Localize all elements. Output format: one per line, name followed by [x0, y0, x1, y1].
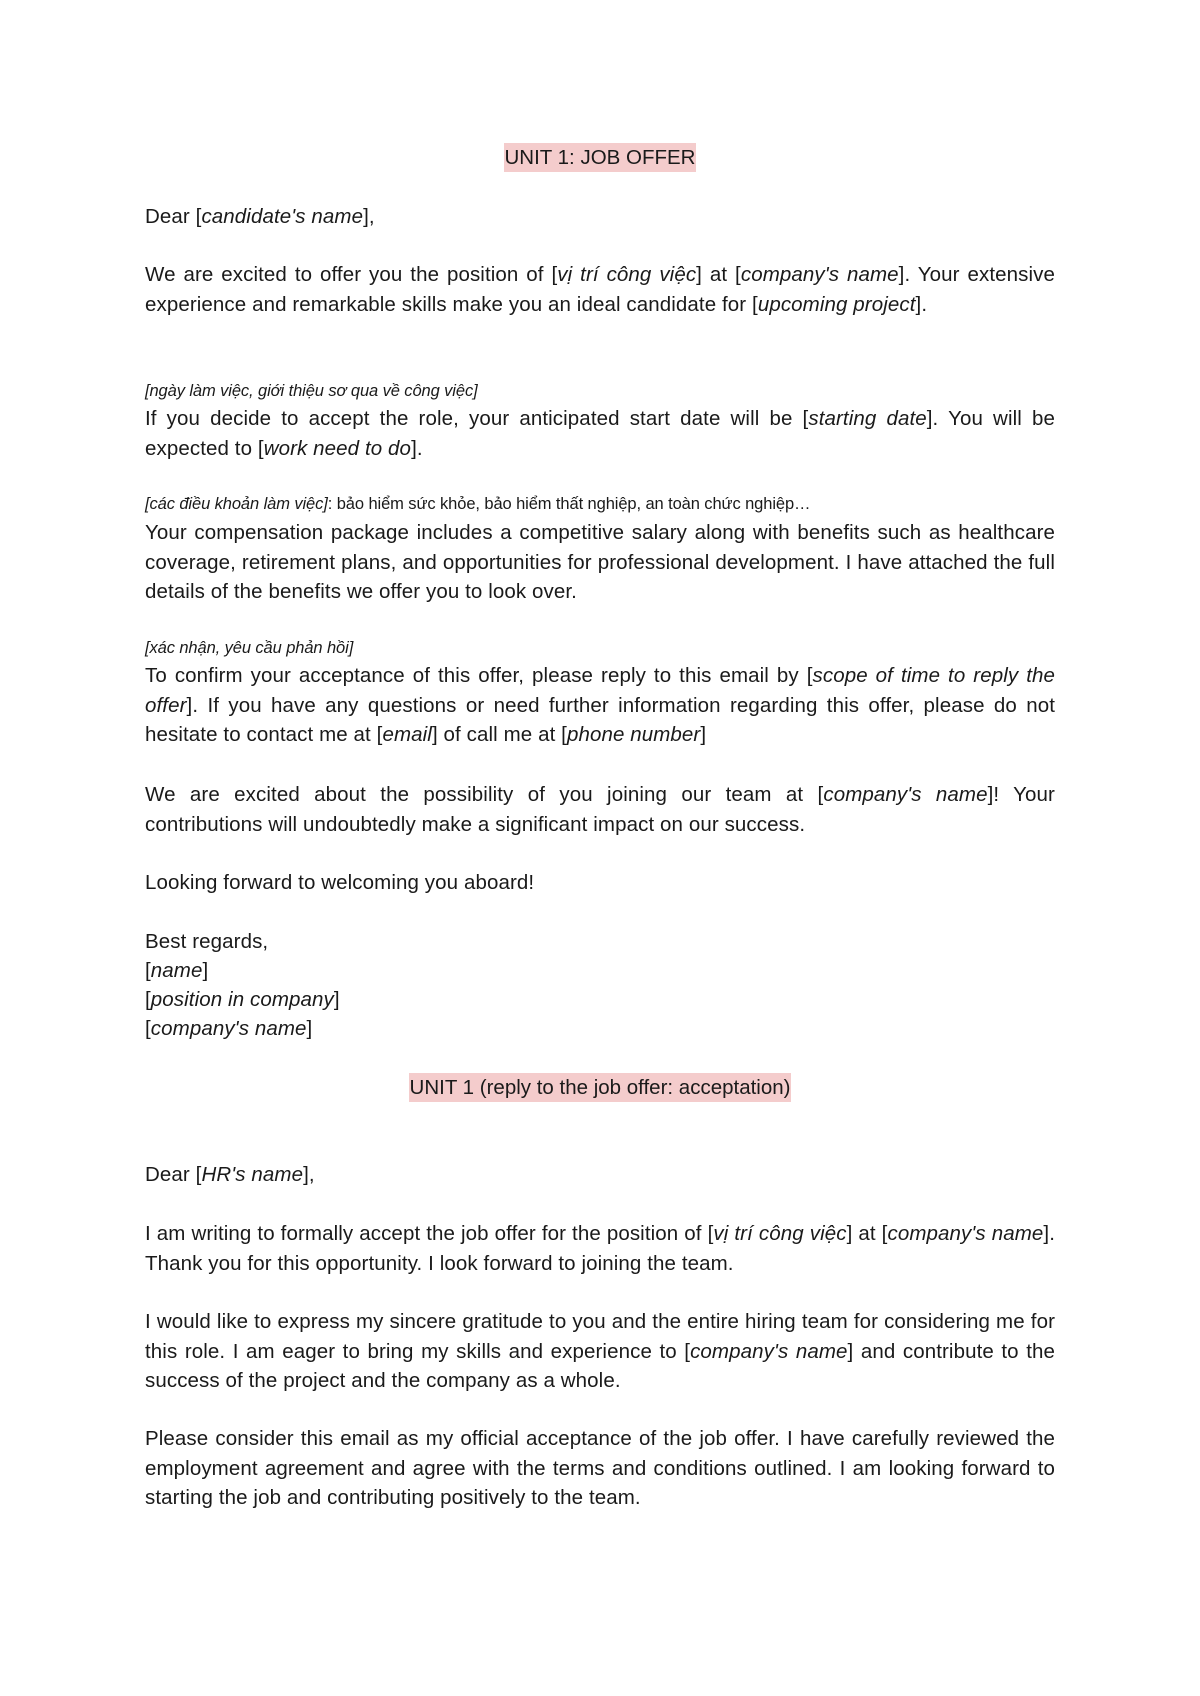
- greeting-prefix: Dear [: [145, 205, 202, 228]
- signature-company: [company's name]: [145, 1017, 313, 1040]
- reply-scope-placeholder: scope of time to reply the offer: [145, 664, 1055, 717]
- offer-confirm-paragraph: To confirm your acceptance of this offer, please reply to this email by [scope of time to reply the offer]. If you have any questions or need further information regarding this offer, please do not hesitate to contact me at [email] of call me at [phone number]: [145, 664, 1055, 746]
- offer-title-wrap: [0, 143, 1200, 172]
- work-placeholder: work need to do: [263, 436, 412, 460]
- reply-accept-paragraph: I am writing to formally accept the job offer for the position of [vị trí công việc] at [company's name]. Thank you for this opportunity. I look forward to joining the team.: [145, 1222, 1055, 1275]
- reply-greeting: Dear [HR's name],: [145, 1163, 315, 1186]
- position-placeholder: vị trí công việc: [557, 263, 697, 286]
- reply-gratitude-paragraph: I would like to express my sincere gratitude to you and the entire hiring team for considering me for this role. I am eager to bring my skills and experience to [company's name] and contribute to the success of the project and the company as a whole.: [145, 1310, 1055, 1392]
- company-placeholder: company's name: [887, 1222, 1044, 1245]
- phone-placeholder: phone number: [566, 723, 701, 746]
- project-placeholder: upcoming project: [757, 292, 916, 316]
- start-date-placeholder: starting date: [808, 407, 927, 430]
- offer-excited-paragraph: We are excited about the possibility of you joining our team at [company's name]! Your contributions will undoubtedly make a significant impact on our success.: [145, 783, 1055, 836]
- offer-start-paragraph: If you decide to accept the role, your anticipated start date will be [starting date]. You will be expected to [work need to do].: [145, 407, 1055, 460]
- reply-title: UNIT 1 (reply to the job offer: acceptation): [409, 1073, 792, 1102]
- offer-looking-forward: Looking forward to welcoming you aboard!: [145, 871, 535, 894]
- candidate-name-placeholder: candidate's name: [201, 205, 364, 228]
- company-placeholder: company's name: [690, 1339, 848, 1363]
- signature-position: [position in company]: [145, 988, 340, 1011]
- offer-title: UNIT 1: JOB OFFER: [504, 143, 697, 172]
- email-placeholder: email: [382, 723, 432, 746]
- signature-name: [name]: [145, 959, 209, 982]
- offer-intro-paragraph: We are excited to offer you the position of [vị trí công việc] at [company's name]. Your extensive experience and remarkable skills make you an ideal candidate for [upcoming project].: [145, 263, 1055, 316]
- note-confirm: [xác nhận, yêu cầu phản hồi]: [145, 639, 354, 657]
- company-placeholder: company's name: [740, 263, 899, 286]
- note-start-date: [ngày làm việc, giới thiệu sơ qua về công việc]: [145, 382, 478, 400]
- offer-closing: Best regards,: [145, 930, 269, 953]
- reply-official-paragraph: Please consider this email as my official acceptance of the job offer. I have carefully reviewed the employment agreement and agree with the terms and conditions outlined. I am looking forward to starting the job and contributing positively to the team.: [145, 1427, 1055, 1509]
- reply-title-wrap: [0, 1073, 1200, 1102]
- greeting-suffix: ],: [363, 205, 375, 228]
- company-placeholder: company's name: [823, 783, 988, 806]
- note-terms: [các điều khoản làm việc]: bảo hiểm sức khỏe, bảo hiểm thất nghiệp, an toàn chức nghiệp…: [145, 495, 811, 513]
- position-placeholder: vị trí công việc: [713, 1222, 847, 1245]
- offer-compensation-paragraph: Your compensation package includes a competitive salary along with benefits such as healthcare coverage, retirement plans, and opportunities for professional development. I have attached the full details of the benefits we offer you to look over.: [145, 521, 1055, 603]
- hr-name-placeholder: HR's name: [201, 1163, 304, 1186]
- offer-greeting: [145, 202, 1055, 232]
